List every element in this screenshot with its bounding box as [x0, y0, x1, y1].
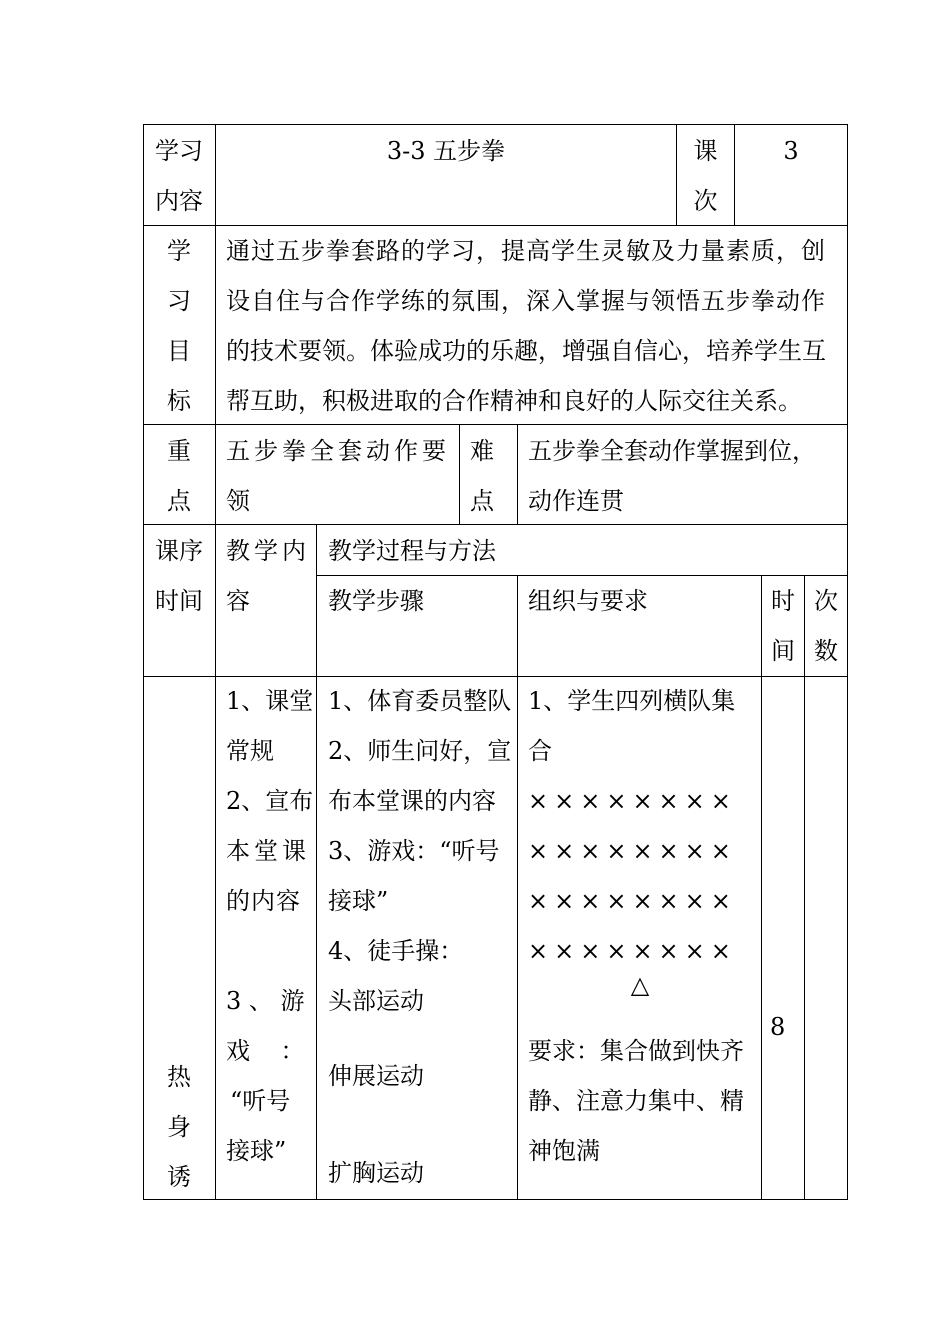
- warmup-content-line1: 1、课堂: [226, 687, 314, 715]
- formation-row-4: ××××××××: [528, 937, 737, 965]
- phase-label-1: 热: [167, 1063, 191, 1091]
- goal-text-line3: 的技术要领。体验成功的乐趣，增强自信心，培养学生互: [226, 337, 826, 365]
- teaching-content-label-line1: 教学内: [226, 537, 310, 565]
- key-point-text-line2: 领: [226, 487, 250, 515]
- goal-text-line2: 设自住与合作学练的氛围，深入掌握与领悟五步拳动作: [226, 287, 826, 315]
- warmup-step-line5: 接球”: [328, 887, 389, 915]
- content-label-line2: 内容: [155, 187, 203, 215]
- difficulty-text-line2: 动作连贯: [528, 487, 624, 515]
- table-border-bottom: [143, 1199, 848, 1200]
- table-border-right: [847, 124, 848, 1200]
- requirement-line2: 静、注意力集中、精: [528, 1087, 744, 1115]
- warmup-org-line2: 合: [528, 737, 552, 765]
- process-method-label: 教学过程与方法: [328, 537, 496, 565]
- warmup-step-line3: 布本堂课的内容: [328, 787, 496, 815]
- formation-row-2: ××××××××: [528, 837, 737, 865]
- phase-label-3: 诱: [167, 1163, 191, 1191]
- sequence-label-line1: 课序: [155, 537, 203, 565]
- key-point-label-1: 重: [167, 437, 191, 465]
- warmup-step-line7: 头部运动: [328, 987, 424, 1015]
- time-label-line1: 时: [771, 587, 795, 615]
- time-label-line2: 间: [771, 637, 795, 665]
- formation-row-3: ××××××××: [528, 887, 737, 915]
- warmup-content-line3: 2、宣布: [226, 787, 314, 815]
- warmup-step-line2: 2、师生问好，宣: [328, 737, 512, 765]
- warmup-content-line8: “听号: [230, 1087, 291, 1115]
- warmup-content-line2: 常规: [226, 737, 274, 765]
- lesson-title: 3-3 五步拳: [386, 137, 506, 165]
- goal-text-line4: 帮互助，积极进取的合作精神和良好的人际交往关系。: [226, 387, 802, 415]
- warmup-content-line7: 戏 ：: [226, 1037, 305, 1065]
- requirement-line1: 要求：集合做到快齐: [528, 1037, 744, 1065]
- goal-label-2: 习: [167, 287, 191, 315]
- lesson-count-label-line2: 次: [693, 187, 718, 215]
- organization-label: 组织与要求: [528, 587, 648, 615]
- warmup-content-line5: 的内容: [226, 887, 301, 915]
- lesson-count-label-line1: 课: [693, 137, 718, 165]
- key-diff-divider: [459, 424, 460, 524]
- content-label-line1: 学习: [155, 137, 203, 165]
- warmup-step-line1: 1、体育委员整队: [328, 687, 512, 715]
- requirement-line3: 神饱满: [528, 1137, 600, 1165]
- warmup-content-line4: 本堂课: [226, 837, 310, 865]
- content-steps-divider: [316, 524, 317, 1200]
- warmup-content-line6: 3 、 游: [226, 987, 305, 1015]
- difficulty-label-1: 难: [470, 437, 494, 465]
- warmup-step-line9: 扩胸运动: [328, 1159, 424, 1187]
- goal-label-3: 目: [167, 337, 191, 365]
- lesson-count-value: 3: [783, 137, 799, 165]
- count-label-line2: 数: [814, 637, 838, 665]
- teaching-content-label-line2: 容: [226, 587, 250, 615]
- count-label-line1: 次: [814, 587, 838, 615]
- difficulty-text-line1: 五步拳全套动作掌握到位，: [528, 437, 816, 465]
- goal-text-line1: 通过五步拳套路的学习，提高学生灵敏及力量素质，创: [226, 237, 826, 265]
- formation-row-1: ××××××××: [528, 787, 737, 815]
- warmup-org-line1: 1、学生四列横队集: [528, 687, 736, 715]
- teaching-steps-label: 教学步骤: [328, 587, 424, 615]
- difficulty-label-2: 点: [470, 487, 494, 515]
- teacher-position-mark: △: [630, 971, 650, 999]
- diff-label-divider: [517, 424, 518, 524]
- sequence-label-line2: 时间: [155, 587, 203, 615]
- warmup-step-line4: 3、游戏：“听号: [328, 837, 500, 865]
- phase-label-2: 身: [167, 1113, 191, 1141]
- warmup-time-value: 8: [770, 1013, 786, 1041]
- warmup-content-line9: 接球”: [226, 1137, 287, 1165]
- goal-label-1: 学: [167, 237, 191, 265]
- goal-label-4: 标: [167, 387, 191, 415]
- warmup-step-line8: 伸展运动: [328, 1062, 424, 1090]
- key-point-text-line1: 五步拳全套动作要: [226, 437, 450, 465]
- table-border-top: [143, 124, 848, 125]
- label-column-divider: [215, 124, 216, 1200]
- key-point-label-2: 点: [167, 487, 191, 515]
- steps-org-divider: [517, 575, 518, 1200]
- warmup-step-line6: 4、徒手操：: [328, 937, 464, 965]
